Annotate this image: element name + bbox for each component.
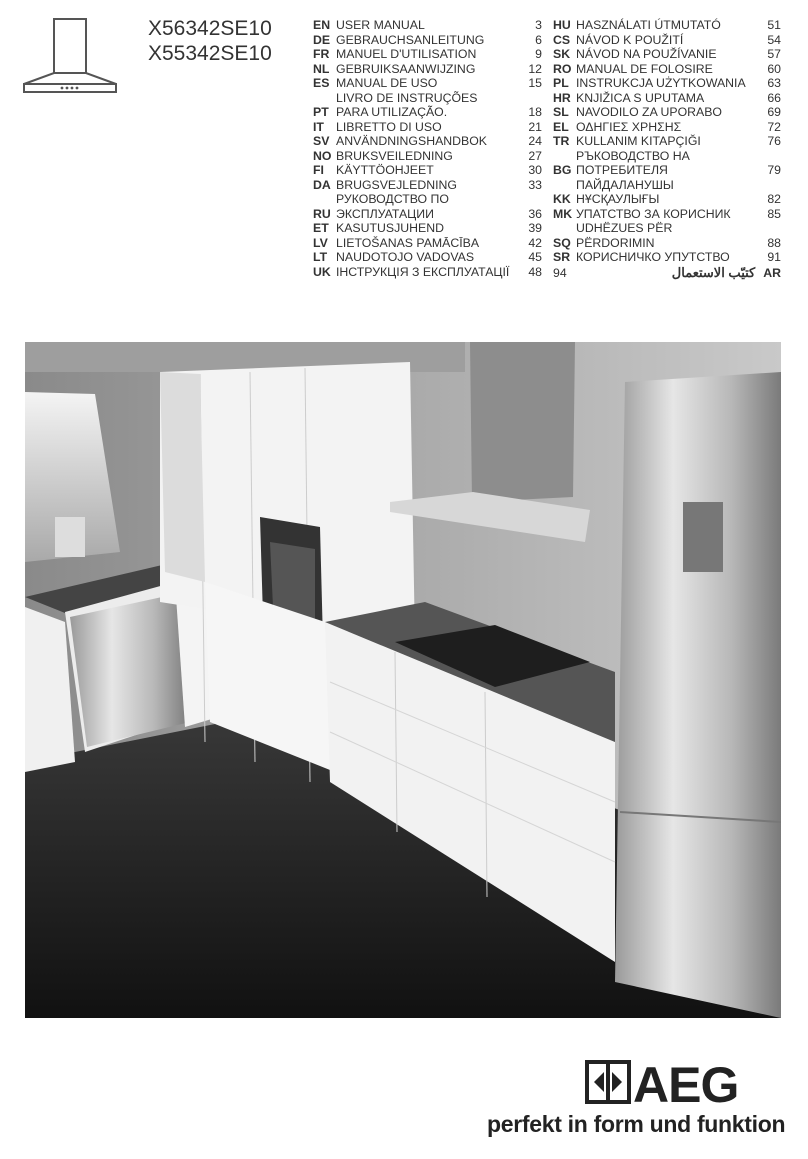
language-code: FI	[313, 163, 324, 177]
manual-title	[336, 192, 522, 221]
manual-title	[336, 47, 522, 62]
page-number: 60	[767, 61, 781, 76]
toc-entry-ro	[553, 62, 781, 77]
manual-title-line: РУКОВОДСТВО ПО	[336, 192, 449, 206]
manual-title	[336, 120, 522, 135]
manual-title-line: BRUGSVEJLEDNING	[336, 177, 457, 192]
manual-title	[576, 18, 761, 33]
manual-title	[576, 62, 761, 77]
language-code: RU	[313, 206, 331, 221]
toc-entry-el	[553, 120, 781, 135]
page-number: 79	[767, 163, 781, 177]
manual-title-line: KULLANIM KITAPÇIĞI	[576, 134, 701, 148]
aeg-logo-icon	[585, 1058, 785, 1106]
language-code: TR	[553, 134, 570, 148]
toc-entry-nl	[313, 62, 542, 77]
page-number: 82	[767, 192, 781, 206]
brand-slogan: perfekt in form und funktion	[487, 1111, 786, 1137]
manual-title-line: PËRDORIMIN	[576, 235, 655, 250]
page-number: 3	[535, 18, 542, 32]
manual-title	[576, 149, 761, 178]
toc-entry-da	[313, 178, 542, 193]
toc-entry-sq	[553, 221, 781, 250]
toc-entry-lv	[313, 236, 542, 251]
language-code: SK	[553, 47, 571, 61]
page-number: 15	[528, 76, 542, 90]
manual-title	[576, 47, 761, 62]
toc-entry-ru	[313, 192, 542, 221]
manual-title-line: KASUTUSJUHEND	[336, 221, 444, 235]
manual-title-line: KNJIŽICA S UPUTAMA	[576, 90, 705, 105]
language-code: NL	[313, 61, 330, 76]
manual-title-line: ΟΔΗΓΙΕΣ ΧΡΗΣΗΣ	[576, 119, 682, 134]
page-number: 66	[767, 90, 781, 105]
page-number: 18	[528, 105, 542, 119]
manual-title-line: NÁVOD K POUŽITÍ	[576, 32, 684, 47]
manual-title-line: NÁVOD NA POUŽÍVANIE	[576, 47, 717, 61]
page-number: 45	[528, 250, 542, 264]
language-code: UK	[313, 264, 331, 279]
manual-title-line: LIETOŠANAS PAMĀCĪBA	[336, 235, 480, 250]
manual-title	[336, 236, 522, 251]
manual-title-line: ІНСТРУКЦІЯ З ЕКСПЛУАТАЦІЇ	[336, 264, 510, 279]
toc-entry-de	[313, 33, 542, 48]
manual-title	[336, 62, 522, 77]
manual-title-line: LIBRETTO DI USO	[336, 119, 442, 134]
toc-entry-it	[313, 120, 542, 135]
page-number: 88	[767, 235, 781, 250]
manual-title-line: USER MANUAL	[336, 18, 425, 32]
language-code: RO	[553, 61, 572, 76]
manual-title-line: ПАЙДАЛАНУШЫ	[576, 177, 674, 192]
language-code: HR	[553, 90, 571, 105]
manual-title-line: MANUAL DE USO	[336, 76, 438, 90]
language-code: KK	[553, 192, 571, 206]
language-code: MK	[553, 206, 573, 221]
page-number: 12	[528, 61, 542, 76]
language-index-right	[553, 18, 781, 280]
cooker-hood-icon	[20, 18, 120, 98]
page-number: 21	[528, 119, 542, 134]
manual-title: كتيّب الاستعمال	[671, 264, 756, 280]
language-code: ET	[313, 221, 329, 235]
page-number: 42	[528, 235, 542, 250]
model-number: X55342SE10	[148, 42, 272, 65]
page-number: 24	[528, 134, 542, 148]
svg-text:AEG: AEG	[633, 1058, 739, 1106]
manual-title	[336, 250, 522, 265]
manual-title-line: КОРИСНИЧКО УПУТСТВО	[576, 250, 730, 264]
toc-entry-mk	[553, 207, 781, 222]
language-code: LV	[313, 235, 328, 250]
manual-title	[336, 221, 522, 236]
manual-title-line: NAVODILO ZA UPORABO	[576, 105, 723, 119]
page-number: 94	[553, 265, 567, 280]
toc-entry-et	[313, 221, 542, 236]
kitchen-photo	[25, 342, 781, 1018]
manual-title-line: UDHËZUES PËR	[576, 221, 673, 235]
page-number: 39	[528, 221, 542, 235]
manual-title-line: ПОТРЕБИТЕЛЯ	[576, 163, 668, 177]
toc-entry-sk	[553, 47, 781, 62]
language-code: SQ	[553, 235, 571, 250]
language-code: CS	[553, 32, 571, 47]
toc-entry-tr	[553, 134, 781, 149]
manual-title	[336, 265, 522, 280]
page-number: 85	[767, 206, 781, 221]
language-code: EL	[553, 119, 569, 134]
manual-title-line: НҰСҚАУЛЫҒЫ	[576, 192, 660, 206]
manual-title	[336, 163, 522, 178]
manual-title-line: MANUAL DE FOLOSIRE	[576, 61, 713, 76]
manual-title-line: HASZNÁLATI ÚTMUTATÓ	[576, 18, 721, 32]
page-number: 63	[767, 76, 781, 90]
manual-title-line: KÄYTTÖOHJEET	[336, 163, 434, 177]
manual-title	[336, 91, 522, 120]
toc-entry-lt	[313, 250, 542, 265]
manual-title-line: РЪКОВОДСТВО НА	[576, 148, 690, 163]
manual-title	[576, 207, 761, 222]
manual-title	[576, 105, 761, 120]
toc-entry-bg	[553, 149, 781, 178]
toc-entry-pl	[553, 76, 781, 91]
manual-title	[336, 33, 522, 48]
language-code: AR	[763, 265, 781, 280]
page-number: 76	[767, 134, 781, 148]
manual-title	[336, 149, 522, 164]
language-code: IT	[313, 119, 324, 134]
language-code: NO	[313, 148, 332, 163]
manual-title	[576, 33, 761, 48]
language-code: SV	[313, 134, 330, 148]
page-number: 48	[528, 264, 542, 279]
manual-title-line: BRUKSVEILEDNING	[336, 148, 453, 163]
page-number: 33	[528, 177, 542, 192]
language-index-left	[313, 18, 542, 279]
language-code: HU	[553, 18, 571, 32]
manual-title-line: ЭКСПЛУАТАЦИИ	[336, 206, 434, 221]
manual-title-line: MANUEL D'UTILISATION	[336, 47, 477, 61]
page-number: 57	[767, 47, 781, 61]
manual-title-line: INSTRUKCJA UŻYTKOWANIA	[576, 76, 746, 90]
page-number: 69	[767, 105, 781, 119]
page-number: 30	[528, 163, 542, 177]
toc-entry-no	[313, 149, 542, 164]
language-code: DE	[313, 32, 331, 47]
language-code: DA	[313, 177, 331, 192]
manual-title	[576, 120, 761, 135]
toc-entry-pt	[313, 91, 542, 120]
toc-entry-uk	[313, 265, 542, 280]
language-code: SL	[553, 105, 569, 119]
toc-entry-kk	[553, 178, 781, 207]
page-number: 91	[767, 250, 781, 264]
manual-title-line: GEBRAUCHSANLEITUNG	[336, 32, 485, 47]
page-number: 6	[535, 32, 542, 47]
language-code: FR	[313, 47, 330, 61]
language-code: PL	[553, 76, 569, 90]
language-code: ES	[313, 76, 330, 90]
model-numbers	[148, 16, 272, 66]
toc-entry-hr	[553, 91, 781, 106]
manual-title	[336, 178, 522, 193]
manual-title	[336, 76, 522, 91]
language-code: PT	[313, 105, 329, 119]
manual-title	[576, 134, 761, 149]
manual-title-line: GEBRUIKSAANWIJZING	[336, 61, 476, 76]
page-number: 9	[535, 47, 542, 61]
toc-entry-cs	[553, 33, 781, 48]
language-code: BG	[553, 163, 572, 177]
manual-title	[576, 91, 761, 106]
manual-title	[576, 76, 761, 91]
page-number: 54	[767, 32, 781, 47]
page-number: 51	[767, 18, 781, 32]
toc-entry-fi	[313, 163, 542, 178]
manual-title-line: NAUDOTOJO VADOVAS	[336, 250, 475, 264]
toc-entry-fr	[313, 47, 542, 62]
language-code: EN	[313, 18, 331, 32]
language-code: LT	[313, 250, 328, 264]
manual-title	[576, 221, 761, 250]
manual-title-line: УПАТСТВО ЗА КОРИСНИК	[576, 206, 731, 221]
manual-title-line: LIVRO DE INSTRUÇÕES	[336, 90, 478, 105]
toc-entry-sr	[553, 250, 781, 265]
model-number: X56342SE10	[148, 17, 272, 40]
page-number: 27	[528, 148, 542, 163]
manual-title	[336, 134, 522, 149]
manual-title-line: PARA UTILIZAÇÃO.	[336, 105, 448, 119]
language-code: SR	[553, 250, 571, 264]
toc-entry-en	[313, 18, 542, 33]
page-number: 72	[767, 119, 781, 134]
toc-entry-sl	[553, 105, 781, 120]
toc-entry-es	[313, 76, 542, 91]
manual-title	[336, 18, 522, 33]
manual-title-line: ANVÄNDNINGSHANDBOK	[336, 134, 488, 148]
manual-title	[576, 250, 761, 265]
toc-entry-ar	[553, 266, 781, 281]
toc-entry-sv	[313, 134, 542, 149]
toc-entry-hu	[553, 18, 781, 33]
manual-title	[576, 178, 761, 207]
page-number: 36	[528, 206, 542, 221]
